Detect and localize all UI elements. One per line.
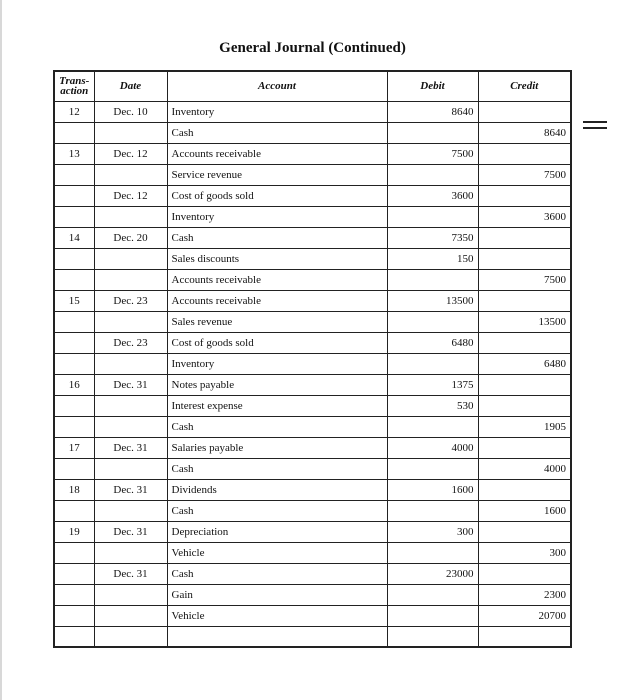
date-cell: [94, 395, 167, 416]
journal-body: [54, 101, 571, 647]
credit-cell: 1905: [478, 416, 571, 437]
equals-sign-icon: [583, 121, 607, 133]
account-cell: Notes payable: [167, 374, 387, 395]
transaction-number-cell: 15: [54, 290, 94, 311]
debit-cell: [387, 164, 478, 185]
transaction-number-cell: [54, 458, 94, 479]
credit-cell: [478, 185, 571, 206]
transaction-number-cell: 13: [54, 143, 94, 164]
debit-cell: 13500: [387, 290, 478, 311]
credit-cell: 7500: [478, 269, 571, 290]
transaction-number-cell: [54, 395, 94, 416]
account-cell: Sales discounts: [167, 248, 387, 269]
account-cell: Cash: [167, 122, 387, 143]
credit-cell: 2300: [478, 584, 571, 605]
debit-cell: [387, 542, 478, 563]
transaction-number-cell: [54, 164, 94, 185]
table-row: [54, 563, 571, 584]
table-row: [54, 332, 571, 353]
transaction-number-cell: [54, 185, 94, 206]
debit-cell: [387, 416, 478, 437]
date-cell: Dec. 20: [94, 227, 167, 248]
table-row: [54, 500, 571, 521]
transaction-number-cell: 16: [54, 374, 94, 395]
account-cell: Dividends: [167, 479, 387, 500]
debit-cell: 1375: [387, 374, 478, 395]
account-cell: Gain: [167, 584, 387, 605]
date-cell: Dec. 12: [94, 143, 167, 164]
credit-cell: [478, 290, 571, 311]
table-row: [54, 185, 571, 206]
table-row: [54, 437, 571, 458]
credit-cell: [478, 332, 571, 353]
credit-cell: 4000: [478, 458, 571, 479]
page-left-edge: [0, 0, 2, 700]
credit-cell: [478, 626, 571, 647]
date-cell: [94, 626, 167, 647]
transaction-header-line2: action: [60, 85, 89, 98]
page-title: General Journal (Continued): [219, 40, 406, 56]
transaction-number-cell: [54, 206, 94, 227]
credit-cell: [478, 374, 571, 395]
table-row: [54, 605, 571, 626]
date-cell: [94, 311, 167, 332]
table-row: [54, 521, 571, 542]
credit-cell: [478, 437, 571, 458]
column-header-date: Date: [94, 71, 167, 101]
date-cell: [94, 206, 167, 227]
transaction-number-cell: [54, 626, 94, 647]
debit-cell: [387, 353, 478, 374]
date-cell: Dec. 12: [94, 185, 167, 206]
table-row: [54, 542, 571, 563]
debit-cell: 150: [387, 248, 478, 269]
credit-cell: 300: [478, 542, 571, 563]
credit-cell: 1600: [478, 500, 571, 521]
transaction-number-cell: 18: [54, 479, 94, 500]
transaction-number-cell: [54, 122, 94, 143]
date-cell: Dec. 23: [94, 290, 167, 311]
account-cell: Inventory: [167, 353, 387, 374]
table-row: [54, 143, 571, 164]
account-cell: Cash: [167, 416, 387, 437]
debit-cell: 23000: [387, 563, 478, 584]
debit-cell: 530: [387, 395, 478, 416]
account-cell: Accounts receivable: [167, 143, 387, 164]
credit-cell: [478, 143, 571, 164]
debit-cell: [387, 626, 478, 647]
table-row: [54, 164, 571, 185]
table-row: [54, 479, 571, 500]
debit-cell: [387, 605, 478, 626]
date-cell: Dec. 31: [94, 479, 167, 500]
table-row: [54, 290, 571, 311]
table-row: [54, 353, 571, 374]
transaction-number-cell: 12: [54, 101, 94, 122]
account-cell: Accounts receivable: [167, 269, 387, 290]
credit-cell: [478, 395, 571, 416]
table-row: [54, 227, 571, 248]
table-row: [54, 101, 571, 122]
account-cell: Cash: [167, 563, 387, 584]
account-cell: Cash: [167, 500, 387, 521]
credit-cell: 8640: [478, 122, 571, 143]
date-cell: Dec. 31: [94, 563, 167, 584]
credit-cell: [478, 248, 571, 269]
column-header-account: Account: [167, 71, 387, 101]
debit-cell: 3600: [387, 185, 478, 206]
transaction-number-cell: 14: [54, 227, 94, 248]
column-header-transaction: [54, 71, 94, 101]
account-cell: [167, 626, 387, 647]
debit-cell: 8640: [387, 101, 478, 122]
account-cell: Service revenue: [167, 164, 387, 185]
transaction-number-cell: 19: [54, 521, 94, 542]
date-cell: [94, 122, 167, 143]
credit-cell: [478, 227, 571, 248]
date-cell: [94, 164, 167, 185]
debit-cell: [387, 206, 478, 227]
debit-cell: [387, 584, 478, 605]
transaction-number-cell: [54, 353, 94, 374]
transaction-number-cell: [54, 269, 94, 290]
general-journal-table: [53, 70, 572, 648]
table-row: [54, 269, 571, 290]
account-cell: Depreciation: [167, 521, 387, 542]
table-row: [54, 584, 571, 605]
date-cell: [94, 542, 167, 563]
account-cell: Inventory: [167, 206, 387, 227]
table-row: [54, 626, 571, 647]
date-cell: Dec. 31: [94, 521, 167, 542]
transaction-number-cell: [54, 542, 94, 563]
transaction-number-cell: 17: [54, 437, 94, 458]
transaction-number-cell: [54, 248, 94, 269]
table-row: [54, 122, 571, 143]
date-cell: [94, 605, 167, 626]
column-header-debit: Debit: [387, 71, 478, 101]
date-cell: Dec. 23: [94, 332, 167, 353]
account-cell: Cost of goods sold: [167, 332, 387, 353]
date-cell: [94, 458, 167, 479]
debit-cell: [387, 458, 478, 479]
credit-cell: [478, 479, 571, 500]
date-cell: [94, 248, 167, 269]
date-cell: Dec. 31: [94, 374, 167, 395]
transaction-number-cell: [54, 563, 94, 584]
date-cell: [94, 269, 167, 290]
credit-cell: 13500: [478, 311, 571, 332]
debit-cell: 6480: [387, 332, 478, 353]
debit-cell: [387, 500, 478, 521]
date-cell: Dec. 10: [94, 101, 167, 122]
account-cell: Salaries payable: [167, 437, 387, 458]
transaction-header-line1: Trans-: [59, 75, 90, 88]
credit-cell: [478, 101, 571, 122]
credit-cell: [478, 563, 571, 584]
transaction-number-cell: [54, 416, 94, 437]
account-cell: Accounts receivable: [167, 290, 387, 311]
transaction-number-cell: [54, 500, 94, 521]
account-cell: Sales revenue: [167, 311, 387, 332]
account-cell: Inventory: [167, 101, 387, 122]
debit-cell: 1600: [387, 479, 478, 500]
date-cell: [94, 416, 167, 437]
account-cell: Cash: [167, 227, 387, 248]
column-header-credit: Credit: [478, 71, 571, 101]
debit-cell: 4000: [387, 437, 478, 458]
table-row: [54, 248, 571, 269]
transaction-number-cell: [54, 584, 94, 605]
table-row: [54, 206, 571, 227]
date-cell: [94, 500, 167, 521]
table-header-row: [54, 71, 571, 101]
account-cell: Interest expense: [167, 395, 387, 416]
debit-cell: 7350: [387, 227, 478, 248]
debit-cell: 300: [387, 521, 478, 542]
credit-cell: 3600: [478, 206, 571, 227]
table-row: [54, 416, 571, 437]
account-cell: Vehicle: [167, 542, 387, 563]
date-cell: Dec. 31: [94, 437, 167, 458]
table-row: [54, 458, 571, 479]
date-cell: [94, 584, 167, 605]
debit-cell: [387, 311, 478, 332]
credit-cell: 7500: [478, 164, 571, 185]
table-row: [54, 374, 571, 395]
debit-cell: [387, 122, 478, 143]
account-cell: Cost of goods sold: [167, 185, 387, 206]
table-row: [54, 395, 571, 416]
table-row: [54, 311, 571, 332]
credit-cell: [478, 521, 571, 542]
account-cell: Cash: [167, 458, 387, 479]
date-cell: [94, 353, 167, 374]
debit-cell: [387, 269, 478, 290]
transaction-number-cell: [54, 605, 94, 626]
transaction-number-cell: [54, 311, 94, 332]
transaction-number-cell: [54, 332, 94, 353]
account-cell: Vehicle: [167, 605, 387, 626]
credit-cell: 6480: [478, 353, 571, 374]
debit-cell: 7500: [387, 143, 478, 164]
credit-cell: 20700: [478, 605, 571, 626]
